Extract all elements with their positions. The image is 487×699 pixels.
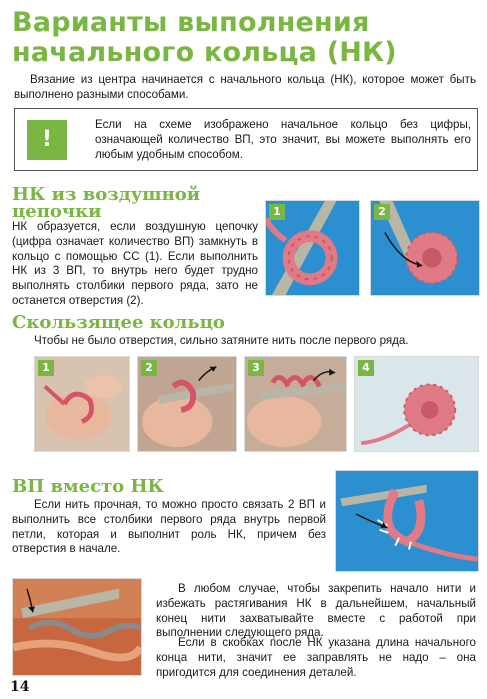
section1-heading — [12, 186, 262, 220]
photo-number: 3 — [248, 360, 264, 376]
page-title — [12, 8, 482, 68]
photo-slip-ring-4 — [354, 356, 479, 452]
section4-paragraph-1: В любом случае, чтобы закрепить начало нити и избежать растягивания НК в дальнейшем, начальный конец нити захватывайте вместе с работой при выполнении следующего ряда. — [156, 582, 476, 640]
photo-number: 1 — [38, 360, 54, 376]
title-line-2: начального кольца (НК) — [12, 37, 397, 68]
photo-tail-capture — [12, 578, 142, 676]
photo-number: 4 — [358, 360, 374, 376]
tip-box — [14, 108, 478, 171]
page-number: 14 — [10, 679, 30, 695]
photo-number: 2 — [141, 360, 157, 376]
section2-heading: Скользящее кольцо — [12, 312, 225, 333]
section3-text: Если нить прочная, то можно просто связать 2 ВП и выполнить все столбики первого ряда внутрь первой петли, которая и выполнит роль НК, причем без отверстия в начале. — [12, 498, 326, 556]
photo-chain-ring-2 — [370, 200, 480, 296]
title-line-1: Варианты выполнения — [12, 7, 370, 38]
chain-instead-illustration — [336, 471, 478, 571]
section3-heading: ВП вместо НК — [12, 476, 164, 497]
exclamation-icon: ! — [27, 120, 67, 160]
section4-paragraph-2: Если в скобках после НК указана длина начального конца нити, значит ее заправлять не надо – она пригодится для соединения деталей. — [156, 636, 476, 679]
photo-number: 2 — [374, 204, 390, 220]
photo-slip-ring-3 — [244, 356, 347, 452]
photo-chain-instead — [335, 470, 479, 572]
tip-text: Если на схеме изображено начальное кольцо без цифры, означающей количество ВП, это значит, вы можете выполнять его любым удобным способом. — [95, 118, 471, 161]
tail-capture-illustration — [13, 579, 141, 675]
photo-slip-ring-2 — [137, 356, 237, 452]
intro-paragraph: Вязание из центра начинается с начального кольца (НК), которое может быть выполнено разными способами. — [14, 73, 476, 101]
photo-chain-ring-1 — [265, 200, 360, 296]
section1-text: НК образуется, если воздушную цепочку (цифра означает количество ВП) замкнуть в кольцо с помощью СС (1). Если выполнить НК из 3 ВП, то внутрь него будет трудно выполнять столбики первого ряда, зато не останется отверстия (2). — [12, 220, 258, 307]
section1-heading-line2: цепочки — [12, 201, 102, 222]
section2-text: Чтобы не было отверстия, сильно затяните нить после первого ряда. — [34, 334, 409, 347]
photo-number: 1 — [269, 204, 285, 220]
section1-heading-line1: НК из воздушной — [12, 184, 201, 205]
photo-slip-ring-1 — [34, 356, 130, 452]
